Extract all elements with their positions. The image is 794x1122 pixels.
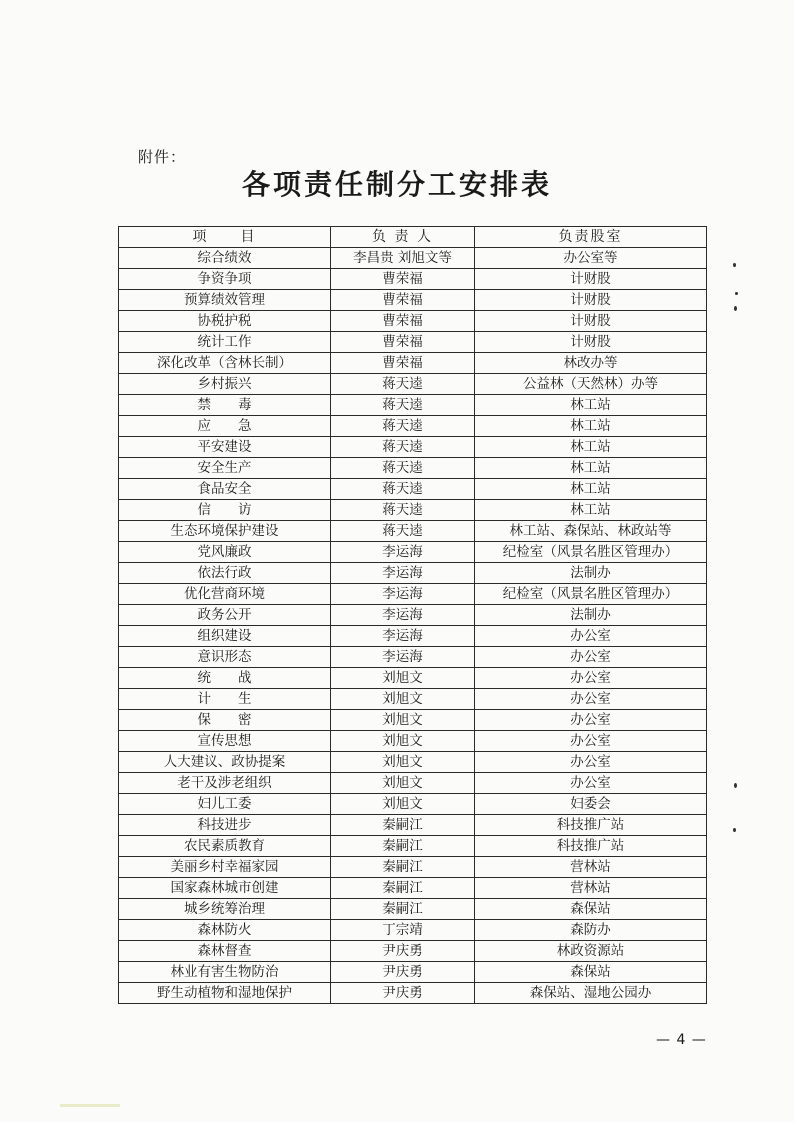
cell-project: 计 生	[119, 689, 331, 710]
cell-department: 办公室	[475, 752, 707, 773]
table-row	[119, 332, 707, 353]
scan-smudge	[60, 1104, 120, 1107]
table-row	[119, 269, 707, 290]
cell-project: 组织建设	[119, 626, 331, 647]
cell-person-in-charge: 丁宗靖	[331, 920, 475, 941]
cell-person-in-charge: 尹庆勇	[331, 983, 475, 1004]
cell-project: 统 战	[119, 668, 331, 689]
cell-department: 办公室	[475, 773, 707, 794]
table-row	[119, 374, 707, 395]
cell-person-in-charge: 秦嗣江	[331, 836, 475, 857]
cell-department: 林工站	[475, 500, 707, 521]
cell-department: 林工站、森保站、林政站等	[475, 521, 707, 542]
cell-department: 办公室	[475, 689, 707, 710]
cell-department: 法制办	[475, 563, 707, 584]
cell-department: 林工站	[475, 395, 707, 416]
table-row	[119, 311, 707, 332]
table-row	[119, 353, 707, 374]
cell-project: 优化营商环境	[119, 584, 331, 605]
table-row	[119, 395, 707, 416]
cell-person-in-charge: 蒋天逵	[331, 479, 475, 500]
cell-person-in-charge: 蒋天逵	[331, 437, 475, 458]
cell-project: 国家森林城市创建	[119, 878, 331, 899]
cell-project: 人大建议、政协提案	[119, 752, 331, 773]
cell-department: 法制办	[475, 605, 707, 626]
cell-department: 办公室等	[475, 248, 707, 269]
cell-department: 办公室	[475, 710, 707, 731]
cell-project: 乡村振兴	[119, 374, 331, 395]
table-row	[119, 584, 707, 605]
attachment-label: 附件：	[138, 148, 187, 166]
scan-mark	[733, 263, 736, 267]
cell-person-in-charge: 秦嗣江	[331, 899, 475, 920]
table-row	[119, 437, 707, 458]
cell-person-in-charge: 蒋天逵	[331, 521, 475, 542]
table-row	[119, 773, 707, 794]
page-number: — 4 —	[656, 1032, 707, 1048]
table-row	[119, 731, 707, 752]
cell-person-in-charge: 蒋天逵	[331, 416, 475, 437]
table-row	[119, 416, 707, 437]
cell-project: 平安建设	[119, 437, 331, 458]
cell-department: 办公室	[475, 731, 707, 752]
cell-person-in-charge: 李运海	[331, 605, 475, 626]
cell-department: 公益林（天然林）办等	[475, 374, 707, 395]
header-project: 项 目	[119, 227, 331, 248]
table-row	[119, 878, 707, 899]
scan-mark	[733, 828, 736, 832]
cell-department: 科技推广站	[475, 836, 707, 857]
cell-project: 安全生产	[119, 458, 331, 479]
cell-person-in-charge: 李昌贵 刘旭文等	[331, 248, 475, 269]
cell-person-in-charge: 刘旭文	[331, 710, 475, 731]
table-row	[119, 962, 707, 983]
cell-project: 综合绩效	[119, 248, 331, 269]
table-row	[119, 542, 707, 563]
cell-person-in-charge: 曹荣福	[331, 290, 475, 311]
table-row	[119, 290, 707, 311]
table-row	[119, 710, 707, 731]
cell-person-in-charge: 李运海	[331, 584, 475, 605]
cell-project: 林业有害生物防治	[119, 962, 331, 983]
table-row	[119, 899, 707, 920]
table-row	[119, 752, 707, 773]
cell-person-in-charge: 刘旭文	[331, 668, 475, 689]
cell-project: 森林督查	[119, 941, 331, 962]
cell-project: 争资争项	[119, 269, 331, 290]
table-row	[119, 479, 707, 500]
cell-project: 食品安全	[119, 479, 331, 500]
cell-person-in-charge: 尹庆勇	[331, 962, 475, 983]
table-header-row	[119, 227, 707, 248]
cell-project: 统计工作	[119, 332, 331, 353]
scan-mark	[734, 783, 737, 788]
table-row	[119, 500, 707, 521]
cell-person-in-charge: 蒋天逵	[331, 500, 475, 521]
table-row	[119, 521, 707, 542]
table-row	[119, 857, 707, 878]
header-person-in-charge: 负 责 人	[331, 227, 475, 248]
cell-project: 深化改革（含林长制）	[119, 353, 331, 374]
cell-department: 计财股	[475, 269, 707, 290]
cell-project: 森林防火	[119, 920, 331, 941]
table-body	[119, 248, 707, 1004]
cell-person-in-charge: 刘旭文	[331, 794, 475, 815]
table-row	[119, 941, 707, 962]
cell-department: 营林站	[475, 857, 707, 878]
table-row	[119, 647, 707, 668]
table-row	[119, 689, 707, 710]
table-row	[119, 668, 707, 689]
cell-department: 科技推广站	[475, 815, 707, 836]
cell-department: 计财股	[475, 311, 707, 332]
cell-person-in-charge: 刘旭文	[331, 731, 475, 752]
cell-project: 保 密	[119, 710, 331, 731]
table-row	[119, 920, 707, 941]
cell-project: 禁 毒	[119, 395, 331, 416]
cell-project: 政务公开	[119, 605, 331, 626]
cell-project: 依法行政	[119, 563, 331, 584]
table-row	[119, 983, 707, 1004]
cell-person-in-charge: 蒋天逵	[331, 395, 475, 416]
cell-project: 协税护税	[119, 311, 331, 332]
table-row	[119, 794, 707, 815]
cell-department: 林改办等	[475, 353, 707, 374]
cell-person-in-charge: 刘旭文	[331, 689, 475, 710]
table-row	[119, 836, 707, 857]
table-row	[119, 626, 707, 647]
cell-project: 妇儿工委	[119, 794, 331, 815]
table-row	[119, 248, 707, 269]
cell-person-in-charge: 李运海	[331, 542, 475, 563]
cell-project: 预算绩效管理	[119, 290, 331, 311]
cell-department: 森保站	[475, 962, 707, 983]
cell-department: 林工站	[475, 416, 707, 437]
cell-person-in-charge: 蒋天逵	[331, 374, 475, 395]
responsibility-table	[118, 226, 707, 1004]
cell-department: 办公室	[475, 668, 707, 689]
scan-mark	[735, 292, 738, 295]
cell-department: 森保站	[475, 899, 707, 920]
cell-department: 森保站、湿地公园办	[475, 983, 707, 1004]
cell-department: 营林站	[475, 878, 707, 899]
cell-department: 办公室	[475, 647, 707, 668]
cell-project: 意识形态	[119, 647, 331, 668]
cell-department: 林工站	[475, 479, 707, 500]
cell-person-in-charge: 尹庆勇	[331, 941, 475, 962]
header-department: 负责股室	[475, 227, 707, 248]
cell-department: 纪检室（风景名胜区管理办）	[475, 584, 707, 605]
cell-project: 野生动植物和湿地保护	[119, 983, 331, 1004]
cell-department: 办公室	[475, 626, 707, 647]
cell-project: 生态环境保护建设	[119, 521, 331, 542]
cell-project: 美丽乡村幸福家园	[119, 857, 331, 878]
cell-department: 计财股	[475, 332, 707, 353]
document-title: 各项责任制分工安排表	[241, 168, 552, 201]
cell-person-in-charge: 李运海	[331, 647, 475, 668]
cell-project: 应 急	[119, 416, 331, 437]
scan-mark	[734, 306, 737, 311]
cell-department: 纪检室（风景名胜区管理办）	[475, 542, 707, 563]
cell-project: 老干及涉老组织	[119, 773, 331, 794]
cell-person-in-charge: 曹荣福	[331, 353, 475, 374]
cell-person-in-charge: 曹荣福	[331, 269, 475, 290]
cell-person-in-charge: 秦嗣江	[331, 815, 475, 836]
cell-project: 党风廉政	[119, 542, 331, 563]
cell-project: 信 访	[119, 500, 331, 521]
cell-person-in-charge: 秦嗣江	[331, 878, 475, 899]
cell-person-in-charge: 秦嗣江	[331, 857, 475, 878]
table-row	[119, 458, 707, 479]
cell-project: 科技进步	[119, 815, 331, 836]
cell-project: 城乡统筹治理	[119, 899, 331, 920]
cell-person-in-charge: 李运海	[331, 626, 475, 647]
cell-person-in-charge: 李运海	[331, 563, 475, 584]
cell-department: 计财股	[475, 290, 707, 311]
cell-person-in-charge: 曹荣福	[331, 332, 475, 353]
cell-person-in-charge: 曹荣福	[331, 311, 475, 332]
cell-person-in-charge: 蒋天逵	[331, 458, 475, 479]
cell-person-in-charge: 刘旭文	[331, 773, 475, 794]
cell-department: 林工站	[475, 437, 707, 458]
cell-person-in-charge: 刘旭文	[331, 752, 475, 773]
cell-department: 森防办	[475, 920, 707, 941]
cell-project: 宣传思想	[119, 731, 331, 752]
cell-department: 林工站	[475, 458, 707, 479]
table-row	[119, 605, 707, 626]
cell-department: 妇委会	[475, 794, 707, 815]
table-row	[119, 563, 707, 584]
table-row	[119, 815, 707, 836]
cell-department: 林政资源站	[475, 941, 707, 962]
cell-project: 农民素质教育	[119, 836, 331, 857]
